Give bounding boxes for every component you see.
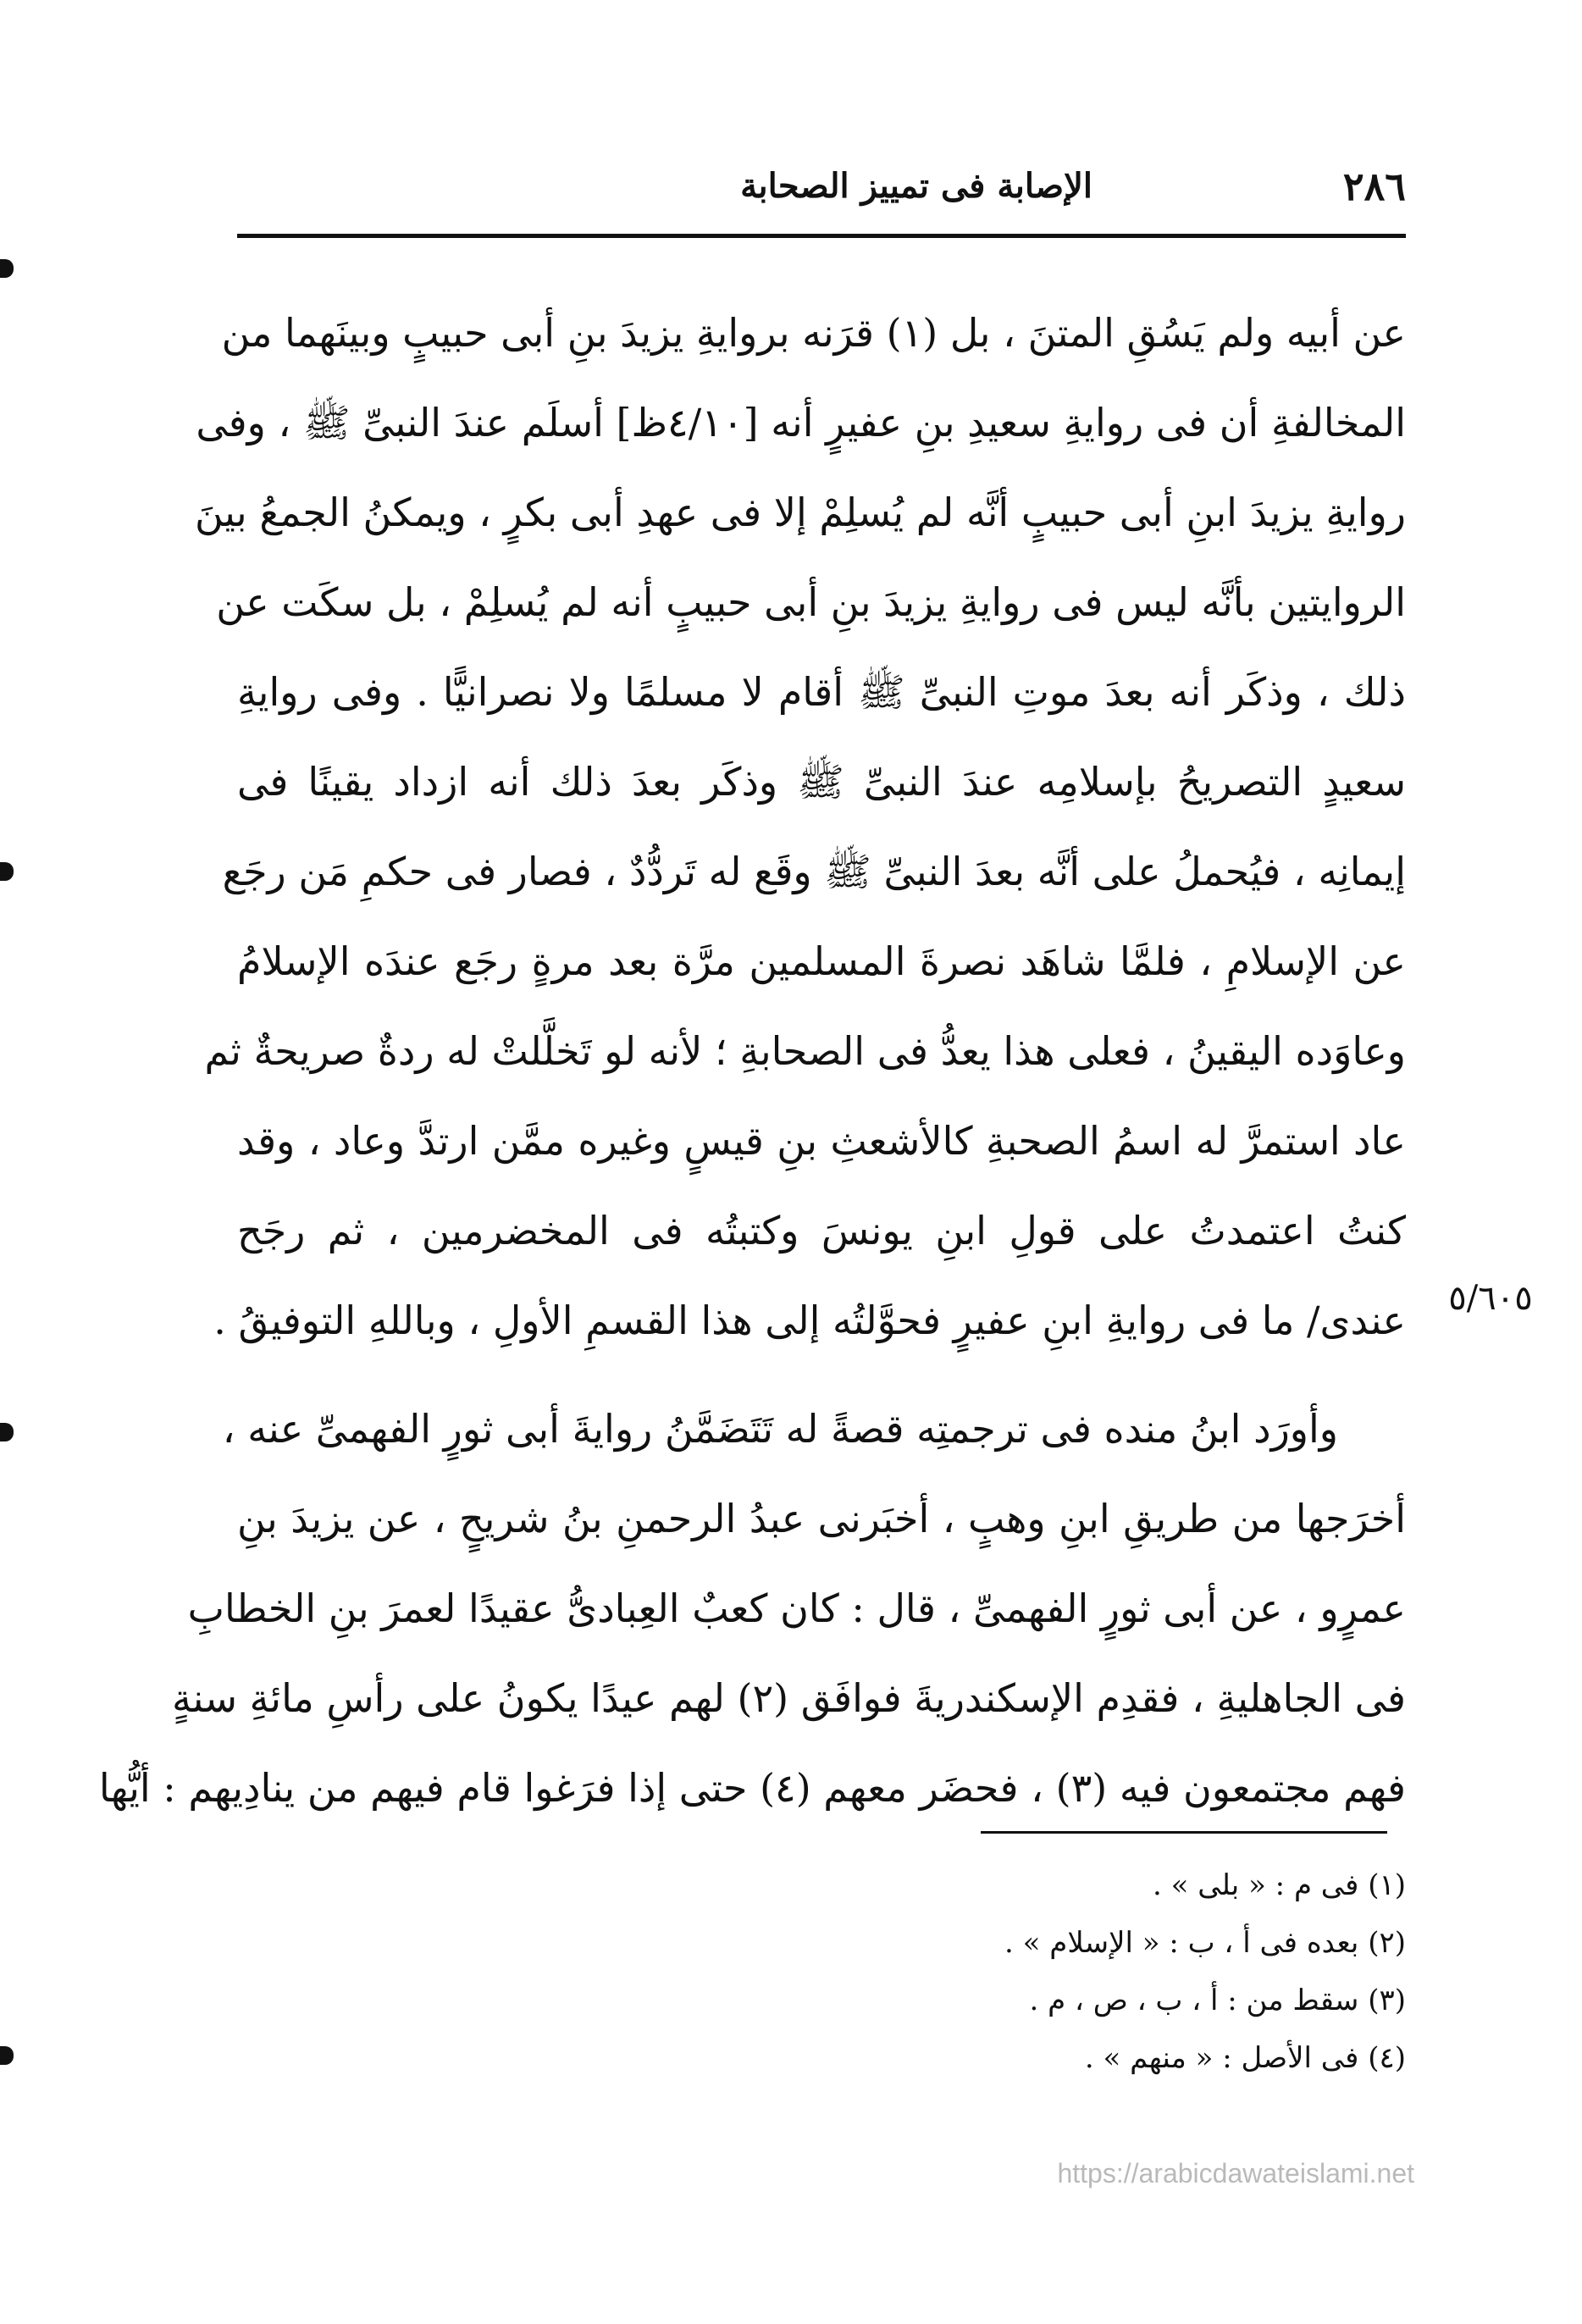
binding-mark — [0, 259, 14, 278]
footnote-rule — [981, 1831, 1387, 1834]
text-line: فهم مجتمعون فيه (٣) ، فحضَر معهم (٤) حتى إذا فرَغوا قام فيهم من ينادِيهم : أيُّها — [98, 1765, 1406, 1811]
binding-mark — [0, 2046, 14, 2065]
text-line: ذلك ، وذكَر أنه بعدَ موتِ النبىِّ ﷺ أقام لا مسلمًا ولا نصرانيًّا . وفى روايةِ — [237, 669, 1406, 715]
text-line: وأورَد ابنُ منده فى ترجمتِه قصةً له تَتَضَمَّنُ روايةَ أبى ثورٍ الفهمىِّ عنه ، — [222, 1406, 1338, 1452]
text-line: عندى/ ما فى روايةِ ابنِ عفيرٍ فحوَّلتُه إلى هذا القسمِ الأولِ ، وباللهِ التوفيقُ . — [213, 1298, 1406, 1343]
margin-page-reference: ٥/٦٠٥ — [1448, 1279, 1533, 1318]
text-line: سعيدٍ التصريحُ بإسلامِه عندَ النبىِّ ﷺ وذكَر بعدَ ذلك أنه ازداد يقينًا فى — [237, 759, 1406, 805]
footnote: (٤) فى الأصل : « منهم » . — [1084, 2041, 1406, 2075]
footnotes — [847, 1856, 1406, 2087]
text-line: عاد استمرَّ له اسمُ الصحبةِ كالأشعثِ بنِ قيسٍ وغيره ممَّن ارتدَّ وعاد ، وقد — [237, 1118, 1406, 1164]
page-number: ٢٨٦ — [1342, 163, 1406, 209]
footnote: (٣) سقط من : أ ، ب ، ص ، م . — [1029, 1984, 1406, 2017]
paragraph-gap — [237, 1365, 1406, 1384]
footnote: (٢) بعده فى أ ، ب : « الإسلام » . — [1004, 1926, 1406, 1960]
page-header — [237, 161, 1406, 212]
text-line: روايةِ يزيدَ ابنِ أبى حبيبٍ أنَّه لم يُسلِمْ إلا فى عهدِ أبى بكرٍ ، ويمكنُ الجمعُ بينَ — [195, 490, 1406, 535]
running-title: الإصابة فى تمييز الصحابة — [740, 166, 1092, 206]
text-line: عن أبيه ولم يَسُقِ المتنَ ، بل (١) قرَنه بروايةِ يزيدَ بنِ أبى حبيبٍ وبينَهما من — [221, 310, 1406, 356]
text-line: أخرَجها من طريقِ ابنِ وهبٍ ، أخبَرنى عبدُ الرحمنِ بنُ شريحٍ ، عن يزيدَ بنِ — [237, 1496, 1406, 1541]
binding-mark — [0, 1423, 14, 1441]
text-line: عن الإسلامِ ، فلمَّا شاهَد نصرةَ المسلمين مرَّة بعد مرةٍ رجَع عندَه الإسلامُ — [237, 938, 1406, 984]
text-line: الروايتين بأنَّه ليس فى روايةِ يزيدَ بنِ أبى حبيبٍ أنه لم يُسلِمْ ، بل سكَت عن — [216, 579, 1406, 625]
text-line: كنتُ اعتمدتُ على قولِ ابنِ يونسَ وكتبتُه فى المخضرمين ، ثم رجَح — [237, 1208, 1406, 1253]
main-text — [98, 288, 1406, 1833]
text-line: وعاوَده اليقينُ ، فعلى هذا يعدُّ فى الصحابةِ ؛ لأنه لو تَخلَّلتْ له ردةٌ صريحةٌ ثم — [204, 1028, 1406, 1074]
text-line: المخالفةِ أن فى روايةِ سعيدِ بنِ عفيرٍ أنه [٤/١٠ظ] أسلَم عندَ النبىِّ ﷺ ، وفى — [196, 400, 1406, 445]
header-rule — [237, 234, 1406, 238]
text-line: فى الجاهليةِ ، فقدِم الإسكندريةَ فوافَق (٢) لهم عيدًا يكونُ على رأسِ مائةِ سنةٍ — [171, 1675, 1406, 1721]
binding-mark — [0, 862, 14, 881]
watermark-url: https://arabicdawateislami.net — [1057, 2158, 1414, 2188]
text-line: عمرٍو ، عن أبى ثورٍ الفهمىِّ ، قال : كان كعبٌ العِبادىُّ عقيدًا لعمرَ بنِ الخطابِ — [187, 1585, 1406, 1631]
text-line: إيمانِه ، فيُحملُ على أنَّه بعدَ النبىِّ ﷺ وقَع له تَردُّدٌ ، فصار فى حكمِ مَن رجَع — [222, 849, 1406, 894]
footnote: (١) فى م : « بلى » . — [1152, 1868, 1406, 1902]
